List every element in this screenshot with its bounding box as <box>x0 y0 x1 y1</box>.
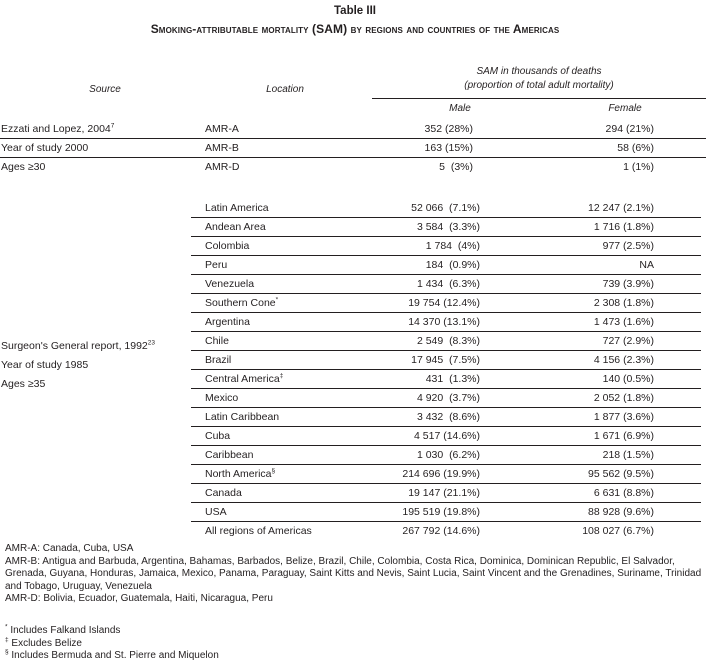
male-cell: 214 696 (19.9%) <box>402 468 480 480</box>
female-cell: 2 052 (1.8%) <box>593 392 654 404</box>
female-cell: 95 562 (9.5%) <box>588 468 654 480</box>
note-amr-a: AMR-A: Canada, Cuba, USA <box>5 543 134 554</box>
notes <box>5 543 705 606</box>
female-cell: 2 308 (1.8%) <box>593 297 654 309</box>
female-cell: 12 247 (2.1%) <box>588 202 654 214</box>
table-row <box>0 158 706 177</box>
location-cell: USA <box>205 506 227 518</box>
male-cell: 163 (15%) <box>424 142 473 154</box>
table-row <box>191 446 701 465</box>
female-cell: 88 928 (9.6%) <box>588 506 654 518</box>
table-label: Table III <box>334 5 376 17</box>
female-cell: NA <box>639 259 654 271</box>
female-cell: 1 671 (6.9%) <box>593 430 654 442</box>
header-source: Source <box>89 84 121 95</box>
table-row <box>191 275 701 294</box>
male-cell: 267 792 (14.6%) <box>402 525 480 537</box>
table-row <box>191 294 701 313</box>
footnote: * Includes Falkand Islands <box>5 623 121 636</box>
male-cell: 19 754 (12.4%) <box>408 297 480 309</box>
table-row <box>191 237 701 256</box>
table-row <box>191 370 701 389</box>
header-rule <box>372 98 706 99</box>
location-cell: Southern Cone* <box>205 296 279 309</box>
table-row <box>191 427 701 446</box>
location-cell: North America§ <box>205 467 276 480</box>
male-cell: 3 432 (8.6%) <box>416 411 480 423</box>
male-cell: 184 (0.9%) <box>425 259 480 271</box>
header-sam-line1: SAM in thousands of deaths <box>476 66 602 77</box>
location-cell: Argentina <box>205 316 250 328</box>
location-cell: AMR-D <box>205 161 240 173</box>
header-sam-line2: (proportion of total adult mortality) <box>464 80 614 91</box>
table-row <box>191 408 701 427</box>
surgeon-source: Surgeon's General report, 1992$^{23}$ Year of study 1985 Ages ≥35 <box>1 339 155 390</box>
table-row <box>191 465 701 484</box>
male-cell: 14 370 (13.1%) <box>408 316 480 328</box>
female-cell: 218 (1.5%) <box>602 449 654 461</box>
female-cell: 1 (1%) <box>623 161 654 173</box>
female-cell: 739 (3.9%) <box>602 278 654 290</box>
male-cell: 3 584 (3.3%) <box>416 221 480 233</box>
footnotes <box>5 625 705 663</box>
female-cell: 294 (21%) <box>605 123 654 135</box>
female-cell: 1 473 (1.6%) <box>593 316 654 328</box>
table-title: Smoking-attributable mortality (SAM) by regions and countries of the Americas <box>150 22 560 36</box>
location-cell: Canada <box>205 487 242 499</box>
male-cell: 5 (3%) <box>439 161 473 173</box>
location-cell: Central America‡ <box>205 372 284 385</box>
female-cell: 727 (2.9%) <box>602 335 654 347</box>
male-cell: 2 549 (8.3%) <box>416 335 480 347</box>
male-cell: 195 519 (19.8%) <box>402 506 480 518</box>
header-male: Male <box>449 103 471 114</box>
table-row <box>191 256 701 275</box>
male-cell: 431 (1.3%) <box>425 373 480 385</box>
female-cell: 1 877 (3.6%) <box>593 411 654 423</box>
table-row <box>191 313 701 332</box>
footnote: § Includes Bermuda and St. Pierre and Miquelon <box>5 648 219 661</box>
table-row <box>191 218 701 237</box>
note-amr-d: AMR-D: Bolivia, Ecuador, Guatemala, Haiti, Nicaragua, Peru <box>5 593 273 604</box>
source-cell: Year of study 2000 <box>1 142 89 154</box>
female-cell: 1 716 (1.8%) <box>593 221 654 233</box>
location-cell: Venezuela <box>205 278 255 290</box>
table-row <box>191 351 701 370</box>
table-row <box>0 139 706 158</box>
table-row <box>191 503 701 522</box>
male-cell: 4 517 (14.6%) <box>414 430 480 442</box>
location-cell: Caribbean <box>205 449 254 461</box>
table-row <box>191 484 701 503</box>
location-cell: Latin Caribbean <box>205 411 280 423</box>
male-cell: 1 030 (6.2%) <box>416 449 480 461</box>
location-cell: Chile <box>205 335 229 347</box>
male-cell: 17 945 (7.5%) <box>411 354 480 366</box>
table-row <box>191 332 701 351</box>
location-cell: Cuba <box>205 430 231 442</box>
table-row <box>191 199 701 218</box>
female-cell: 977 (2.5%) <box>602 240 654 252</box>
female-cell: 108 027 (6.7%) <box>582 525 654 537</box>
source-cell: Ezzati and Lopez, 2004$^7$ <box>1 122 115 135</box>
female-cell: 4 156 (2.3%) <box>593 354 654 366</box>
male-cell: 4 920 (3.7%) <box>416 392 480 404</box>
footnote: ‡ Excludes Belize <box>5 636 82 649</box>
female-cell: 6 631 (8.8%) <box>593 487 654 499</box>
location-cell: Latin America <box>205 202 269 214</box>
table-row <box>191 522 701 541</box>
location-cell: AMR-B <box>205 142 239 154</box>
location-cell: Mexico <box>205 392 239 404</box>
location-cell: Peru <box>205 259 228 271</box>
male-cell: 1 434 (6.3%) <box>416 278 480 290</box>
header-location: Location <box>266 84 304 95</box>
table-row <box>0 120 706 139</box>
female-cell: 58 (6%) <box>617 142 654 154</box>
location-cell: Andean Area <box>205 221 266 233</box>
male-cell: 352 (28%) <box>424 123 473 135</box>
male-cell: 19 147 (21.1%) <box>408 487 480 499</box>
male-cell: 1 784 (4%) <box>425 240 480 252</box>
table-row <box>191 389 701 408</box>
note-amr-b: AMR-B: Antigua and Barbuda, Argentina, Bahamas, Barbados, Belize, Brazil, Chile, Colombia, Costa Rica, Dominica, Dominican Republic, El Salvador, Grenada, Guyana, Honduras, Jamaica, Mexico, Panama, Paraguay, Saint Kitts and Nevis, Saint Lucia, Saint Vincent and the Grenadines, Suriname, Trinidad and Tobago, Uruguay, Venezuela <box>5 555 702 592</box>
location-cell: AMR-A <box>205 123 239 135</box>
header-female: Female <box>608 103 642 114</box>
female-cell: 140 (0.5%) <box>602 373 654 385</box>
location-cell: Colombia <box>205 240 250 252</box>
male-cell: 52 066 (7.1%) <box>411 202 480 214</box>
source-cell: Ages ≥30 <box>1 161 46 173</box>
location-cell: Brazil <box>205 354 232 366</box>
location-cell: All regions of Americas <box>205 525 312 537</box>
